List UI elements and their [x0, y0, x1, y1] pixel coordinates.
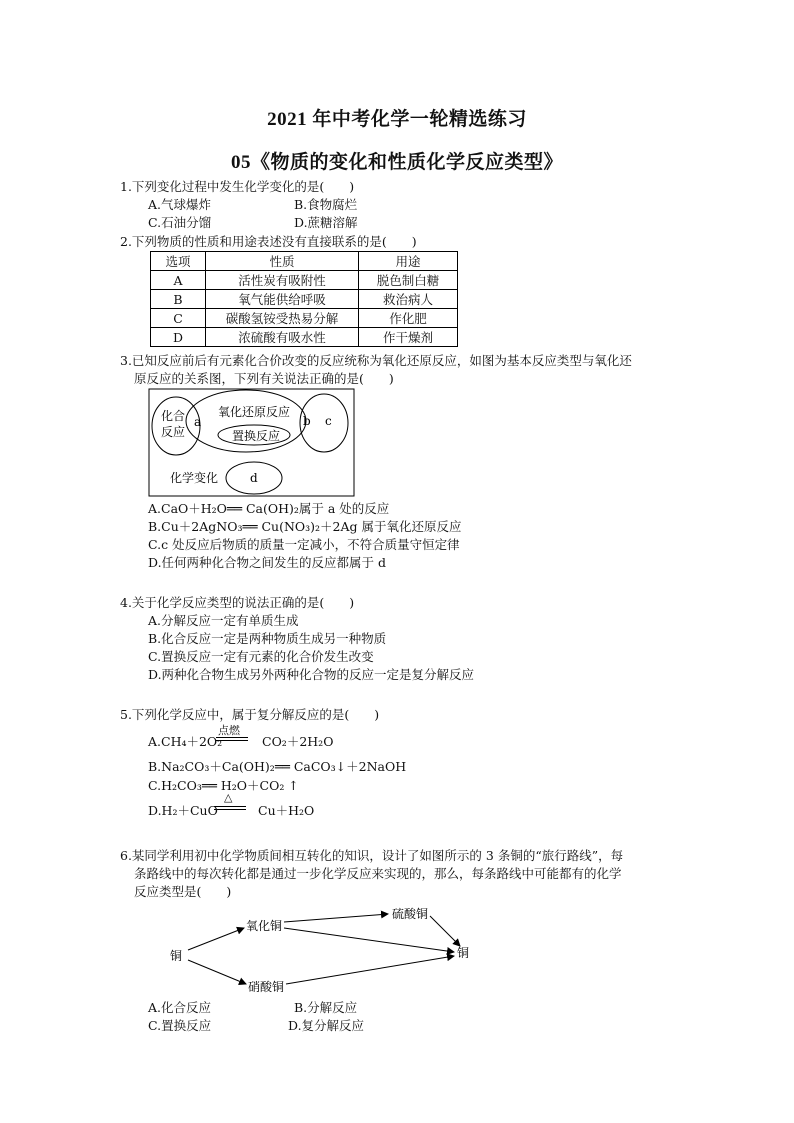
q5-d-equals-line — [214, 809, 246, 810]
q5-d-equals-line — [214, 806, 246, 807]
q1-option-c[interactable]: C.石油分馏 — [148, 215, 212, 230]
table-cell: 作化肥 — [359, 309, 458, 328]
q4-stem: 4.关于化学反应类型的说法正确的是( ) — [120, 595, 355, 610]
table-cell: 脱色制白糖 — [359, 271, 458, 290]
q2-stem: 2.下列物质的性质和用途表述没有直接联系的是( ) — [120, 234, 417, 249]
copper-end-label: 铜 — [457, 946, 470, 960]
region-c-label: c — [325, 414, 332, 428]
route-arrow — [284, 928, 454, 952]
table-row — [151, 271, 458, 290]
q6-option-d[interactable]: D.复分解反应 — [288, 1018, 365, 1033]
route-arrow — [188, 928, 244, 950]
q3-stem-line1: 3.已知反应前后有元素化合价改变的反应统称为氧化还原反应，如图为基本反应类型与氧化还 — [120, 353, 632, 368]
q5-option-b[interactable]: B.Na₂CO₃＋Ca(OH)₂══ CaCO₃↓＋2NaOH — [148, 759, 407, 774]
q4-option-d[interactable]: D.两种化合物生成另外两种化合物的反应一定是复分解反应 — [148, 667, 475, 682]
q6-option-a[interactable]: A.化合反应 — [148, 1000, 212, 1015]
q4-option-c[interactable]: C.置换反应一定有元素的化合价发生改变 — [148, 649, 374, 664]
q6-option-b[interactable]: B.分解反应 — [294, 1000, 358, 1015]
copper-nitrate-label: 硝酸铜 — [248, 980, 285, 994]
q5-option-d-right: Cu＋H₂O — [258, 803, 315, 818]
q6-option-c[interactable]: C.置换反应 — [148, 1018, 212, 1033]
region-d-label: d — [250, 471, 258, 485]
combination-label-2: 反应 — [161, 425, 186, 439]
q5-stem: 5.下列化学反应中，属于复分解反应的是( ) — [120, 707, 380, 722]
table-cell: D — [151, 328, 206, 347]
q3-option-d[interactable]: D.任何两种化合物之间发生的反应都属于 d — [148, 555, 387, 570]
q6-stem-line3: 反应类型是( ) — [134, 884, 232, 899]
table-cell: 活性炭有吸附性 — [206, 271, 359, 290]
chemical-change-label: 化学变化 — [170, 471, 219, 485]
table-row — [151, 290, 458, 309]
route-arrow — [188, 960, 246, 984]
q6-stem-line1: 6.某同学利用初中化学物质间相互转化的知识，设计了如图所示的 3 条铜的“旅行路线”，每 — [120, 848, 624, 863]
q2-property-table — [150, 251, 458, 347]
copper-sulfate-label: 硫酸铜 — [392, 907, 429, 921]
q6-stem-line2: 条路线中的每次转化都是通过一步化学反应来实现的，那么，每条路线中可能都有的化学 — [134, 866, 622, 881]
q1-option-a[interactable]: A.气球爆炸 — [148, 197, 212, 212]
redox-label: 氧化还原反应 — [218, 405, 291, 419]
q5-option-a-left[interactable]: A.CH₄＋2O₂ — [148, 734, 223, 749]
table-cell: 浓硫酸有吸水性 — [206, 328, 359, 347]
table-cell: 作干燥剂 — [359, 328, 458, 347]
q3-option-a[interactable]: A.CaO＋H₂O══ Ca(OH)₂属于 a 处的反应 — [148, 501, 390, 516]
route-arrow — [286, 956, 454, 984]
q1-option-b[interactable]: B.食物腐烂 — [294, 197, 358, 212]
q5-a-condition: 点燃 — [218, 724, 240, 737]
table-cell: B — [151, 290, 206, 309]
q4-option-a[interactable]: A.分解反应一定有单质生成 — [148, 613, 299, 628]
table-header-row — [151, 252, 458, 271]
q3-option-c[interactable]: C.c 处反应后物质的质量一定减小，不符合质量守恒定律 — [148, 537, 460, 552]
q5-option-d-left[interactable]: D.H₂＋CuO — [148, 803, 218, 818]
table-header-property: 性质 — [206, 252, 359, 271]
region-a-label: a — [194, 415, 202, 429]
page-title: 2021 年中考化学一轮精选练习 — [267, 109, 527, 130]
q3-option-b[interactable]: B.Cu＋2AgNO₃══ Cu(NO₃)₂＋2Ag 属于氧化还原反应 — [148, 519, 462, 534]
table-header-use: 用途 — [359, 252, 458, 271]
q5-d-condition: △ — [224, 791, 233, 804]
q3-venn-diagram — [148, 388, 356, 498]
table-cell: C — [151, 309, 206, 328]
q3-stem-line2: 原反应的关系图，下列有关说法正确的是( ) — [134, 371, 394, 386]
region-b-label: b — [303, 414, 311, 428]
q6-route-diagram — [164, 902, 474, 994]
table-row — [151, 309, 458, 328]
table-cell: 氧气能供给呼吸 — [206, 290, 359, 309]
q5-option-c[interactable]: C.H₂CO₃══ H₂O＋CO₂ ↑ — [148, 778, 299, 793]
copper-start-label: 铜 — [170, 949, 183, 963]
q1-stem: 1.下列变化过程中发生化学变化的是( ) — [120, 179, 355, 194]
table-row — [151, 328, 458, 347]
table-cell: 救治病人 — [359, 290, 458, 309]
table-cell: 碳酸氢铵受热易分解 — [206, 309, 359, 328]
route-arrow — [430, 916, 460, 946]
q4-option-b[interactable]: B.化合反应一定是两种物质生成另一种物质 — [148, 631, 387, 646]
combination-label-1: 化合 — [161, 409, 186, 423]
q5-option-a-right: CO₂＋2H₂O — [262, 734, 334, 749]
page-subtitle: 05《物质的变化和性质化学反应类型》 — [230, 152, 563, 173]
replacement-label: 置换反应 — [232, 429, 281, 443]
table-cell: A — [151, 271, 206, 290]
q1-option-d[interactable]: D.蔗糖溶解 — [294, 215, 358, 230]
table-header-option: 选项 — [151, 252, 206, 271]
copper-oxide-label: 氧化铜 — [246, 919, 283, 933]
route-arrow — [284, 914, 388, 922]
